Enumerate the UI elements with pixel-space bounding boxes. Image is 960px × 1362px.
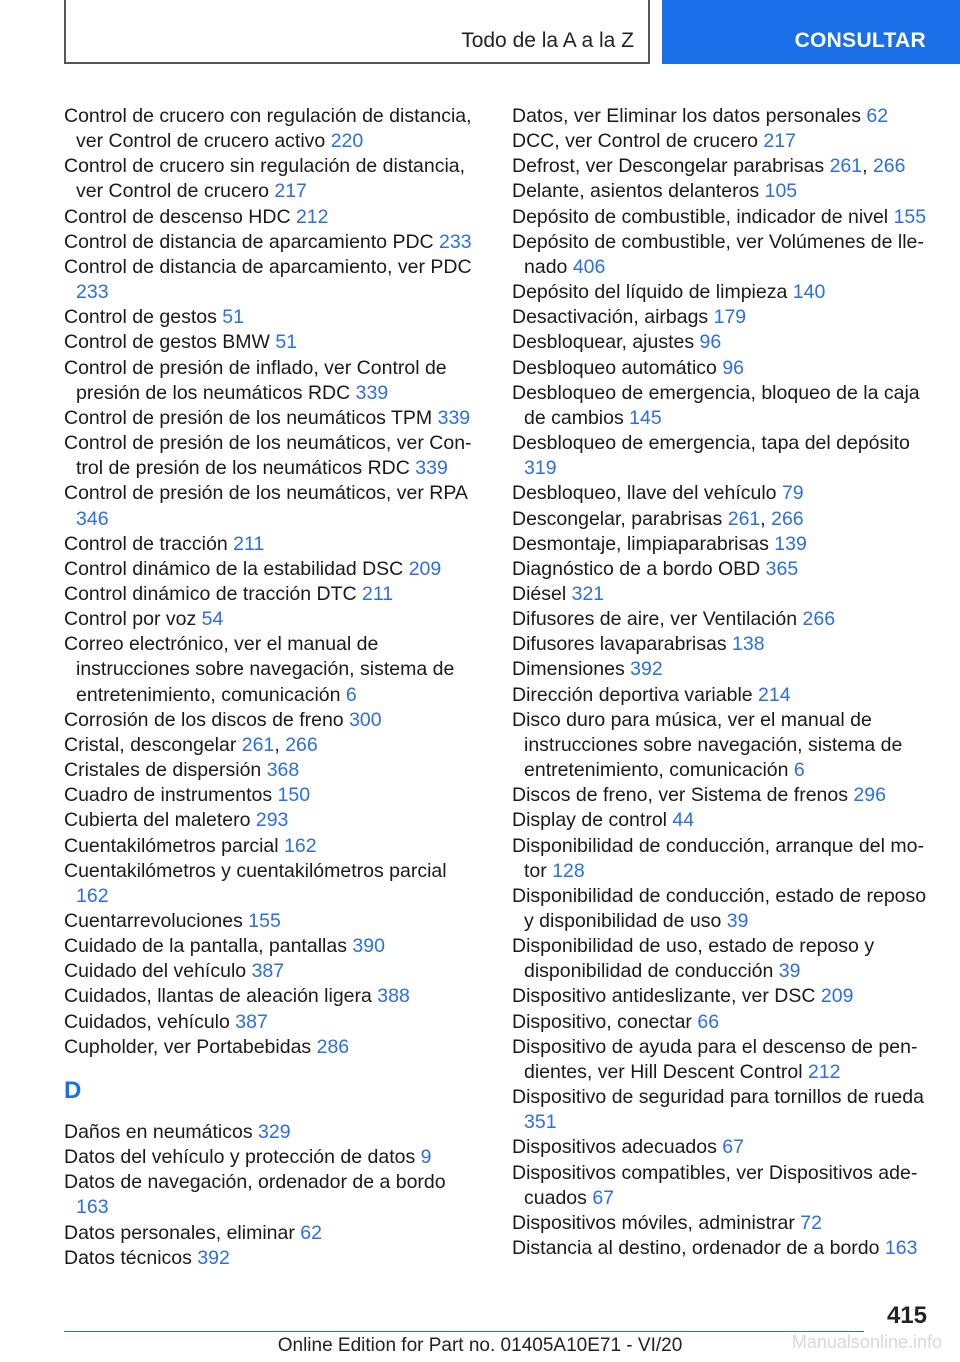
index-entry-text: Cubierta del maletero [64,809,251,832]
index-entry-text: Correo electrónico, ver el manual de instrucciones sobre navegación, sistema de entretenimiento, comunicación [64,633,455,706]
index-entry-text: Depósito de combustible, indicador de nivel [512,205,889,228]
page-reference-link[interactable]: 44 [672,809,695,832]
page-reference-link[interactable]: 212 [807,1060,841,1083]
index-entry-text: Control por voz [64,608,197,631]
page-reference-link[interactable]: 150 [277,784,311,807]
page-reference-link[interactable]: 163 [76,1196,109,1219]
page-reference-link[interactable]: 351 [524,1111,557,1134]
index-entry [512,179,928,204]
index-entry: Defrost, ver Descongelar parabrisas 261, 266 [512,155,906,178]
index-entry-text: Desbloqueo, llave del vehículo [512,482,777,505]
index-entry-text: Desbloquear, ajustes [512,331,695,354]
index-entry-text: Control de presión de inflado, ver Control de presión de los neumáticos RDC [64,356,447,404]
page-reference-link[interactable]: 387 [235,1010,268,1033]
index-entry [512,1035,928,1085]
index-entry [512,783,928,808]
index-entry [512,834,928,884]
index-entry-text: Dimensiones [512,658,625,681]
page-reference-link[interactable]: 319 [524,457,557,480]
index-entry-text: Cuentakilómetros y cuentakilómetros parcial [64,859,447,882]
page-reference-link[interactable]: 39 [778,960,801,983]
page-reference-link[interactable]: 209 [820,985,854,1008]
index-entry-text: Daños en neumáticos [64,1120,253,1143]
page-reference-link[interactable]: 139 [774,532,807,555]
page-reference-link[interactable]: 145 [629,406,662,429]
index-entry-text: Control de gestos BMW [64,331,270,354]
index-entry [64,758,482,783]
page-reference-link[interactable]: 163 [884,1237,918,1260]
page-reference-link[interactable]: 346 [76,507,109,530]
index-entry [512,984,928,1009]
index-entry [512,1161,928,1211]
index-entry-text: Cuidado del vehículo [64,960,247,983]
tab-a-to-z[interactable] [64,0,650,64]
index-entry-text: Datos del vehículo y protección de datos [64,1146,416,1169]
page-reference-link[interactable]: 365 [765,557,799,580]
index-entry [512,657,928,682]
page-reference-link[interactable]: 79 [781,482,804,505]
index-entry-text: Dispositivos móviles, administrar [512,1211,795,1234]
page-reference-link[interactable]: 392 [197,1246,230,1269]
page-reference-link[interactable]: 388 [377,985,410,1008]
index-entry [64,330,482,355]
index-entry [64,1035,482,1060]
index-entry-text: Delante, asientos delanteros [512,180,760,203]
index-entry [512,632,928,657]
index-entry: Descongelar, parabrisas 261, 266 [512,507,804,530]
page-reference-link[interactable]: 296 [853,784,886,807]
page-reference-link[interactable]: 128 [552,859,585,882]
index-entry-text: Dispositivo antideslizante, ver DSC [512,985,816,1008]
index-entry [64,406,482,431]
index-entry [512,607,928,632]
index-entry [512,356,928,381]
tab-a-to-z-label: Todo de la A a la Z [461,29,634,52]
page-reference-link[interactable]: 233 [439,230,472,253]
page-reference-link[interactable]: 321 [571,582,605,605]
index-entry-text: Depósito del líquido de limpieza [512,281,788,304]
index-entry [512,1236,928,1261]
index-entry [64,859,482,909]
index-entry [64,532,482,557]
page-reference-link[interactable]: 67 [722,1136,744,1159]
index-entry [512,431,928,481]
index-entry-text: Control de tracción [64,532,228,555]
page-reference-link[interactable]: 261 [829,155,863,178]
page-reference-link[interactable]: 266 [802,608,836,631]
index-entry [64,104,482,154]
index-entry-text: Cuidado de la pantalla, pantallas [64,935,347,958]
index-entry [512,557,928,582]
index-entry-text: Descongelar, parabrisas [512,507,723,530]
index-entry-text: Cuentarrevoluciones [64,910,243,932]
index-entry-text: Control de presión de los neumáticos, ver Control de presión de los neumáticos RDC [64,432,472,480]
index-entry-text: Display de control [512,809,667,832]
page-header [0,0,960,66]
index-entry-text: Datos, ver Eliminar los datos personales [512,105,861,127]
index-column-right [512,104,928,1261]
index-entry [64,1170,482,1220]
page-reference-link[interactable]: 51 [222,306,244,329]
index-entry-text: Control de presión de los neumáticos, ver RPA [64,482,467,505]
index-entry [512,205,928,230]
index-entry [512,104,928,129]
index-entry [64,1120,482,1145]
index-entry-text: Cristal, descongelar [64,733,237,756]
index-entry-text: Dispositivo de ayuda para el descenso de pendientes, ver Hill Descent Control [512,1035,918,1083]
page-reference-link[interactable]: 162 [284,834,317,857]
page-reference-link[interactable]: 54 [201,608,224,631]
index-entry-text: Diésel [512,582,567,605]
page-reference-link[interactable]: 212 [295,205,329,228]
index-entry [512,708,928,783]
page-reference-link[interactable]: 62 [300,1221,322,1244]
index-entry [512,129,928,154]
index-entry [512,683,928,708]
page-reference-link[interactable]: 266 [771,507,804,530]
index-entry-text: Desactivación, airbags [512,306,709,329]
page-reference-link[interactable]: 6 [345,683,357,706]
tab-consultar-label: CONSULTAR [794,29,926,52]
index-entry [64,934,482,959]
index-entry [64,1145,482,1170]
index-entry [512,1085,928,1135]
page-reference-link[interactable]: 66 [697,1010,720,1033]
index-entry [64,1221,482,1246]
index-entry [512,934,928,984]
index-entry-text: Control dinámico de la estabilidad DSC [64,557,404,580]
page-reference-link[interactable]: 72 [800,1211,822,1234]
index-entry-text: Distancia al destino, ordenador de a bordo [512,1237,880,1260]
page-reference-link[interactable]: 96 [722,356,745,379]
page-reference-link[interactable]: 9 [420,1146,432,1169]
index-entry [64,984,482,1009]
index-entry [64,1010,482,1035]
index-entry [64,909,482,934]
index-entry-text: Dispositivos compatibles, ver Dispositivos adecuados [512,1161,918,1209]
page-reference-link[interactable]: 329 [258,1120,291,1143]
page-reference-link[interactable]: 339 [415,457,448,480]
page-reference-link[interactable]: 155 [893,205,927,228]
index-entry-text: Control de presión de los neumáticos TPM [64,406,433,429]
index-entry-text: Datos personales, eliminar [64,1221,295,1244]
page-reference-link[interactable]: 368 [266,759,300,782]
index-entry-text: Discos de freno, ver Sistema de frenos [512,784,848,807]
index-entry-text: Cuentakilómetros parcial [64,834,279,857]
page-reference-link[interactable]: 209 [408,557,442,580]
index-entry-text: Difusores de aire, ver Ventilación [512,608,798,631]
index-entry [64,632,482,707]
index-entry-text: Datos de navegación, ordenador de a bordo [64,1171,446,1194]
index-entry [64,582,482,607]
index-entry [512,582,928,607]
index-entry [512,1135,928,1160]
index-entry [64,431,482,481]
page-reference-link[interactable]: 339 [355,381,389,404]
index-entry [64,834,482,859]
page-reference-link[interactable]: 406 [572,255,606,278]
page-reference-link[interactable]: 62 [866,105,889,127]
index-entry [512,884,928,934]
index-entry-text: Dispositivos adecuados [512,1136,717,1159]
index-entry-text: Desbloqueo automático [512,356,717,379]
page-reference-link[interactable]: 214 [758,683,791,706]
page-reference-link[interactable]: 217 [274,180,307,203]
index-entry-text: Control de descenso HDC [64,205,291,228]
page-reference-link[interactable]: 140 [792,281,826,304]
page-reference-link[interactable]: 162 [76,884,109,907]
index-column-left [64,104,482,1271]
index-list-d [64,1120,482,1271]
index-entry [64,808,482,833]
page-reference-link[interactable]: 211 [233,532,265,555]
index-entry-text: Cupholder, ver Portabebidas [64,1035,312,1058]
index-entry [64,607,482,632]
index-entry [64,557,482,582]
index-entry [512,305,928,330]
index-entry [512,808,928,833]
index-entry-text: Control de crucero sin regulación de distancia, ver Control de crucero [64,155,466,203]
index-entry [64,481,482,531]
page-reference-link[interactable]: 138 [732,633,765,656]
index-entry [512,230,928,280]
index-entry-text: Dirección deportiva variable [512,683,753,706]
index-entry-text: Desbloqueo de emergencia, bloqueo de la caja de cambios [512,381,920,429]
index-entry-text: Desbloqueo de emergencia, tapa del depósito [512,432,910,455]
index-entry-text: Disco duro para música, ver el manual de instrucciones sobre navegación, sistema de entretenimiento, comunicación [512,708,903,782]
index-entry [64,783,482,808]
page-reference-link[interactable]: 105 [764,180,798,203]
index-entry [512,280,928,305]
page-reference-link[interactable]: 261 [241,733,275,756]
index-entry-text: Diagnóstico de a bordo OBD [512,557,761,580]
index-entry [64,230,482,255]
index-entry-text: Cristales de dispersión [64,759,262,782]
index-entry-text: Dispositivo de seguridad para tornillos de rueda [512,1086,924,1109]
page-reference-link[interactable]: 217 [763,130,796,153]
page-reference-link[interactable]: 220 [330,130,364,153]
index-entry-text: Cuidados, vehículo [64,1010,230,1033]
page-reference-link[interactable]: 179 [713,306,747,329]
page-reference-link[interactable]: 67 [592,1186,615,1209]
index-entry-text: Disponibilidad de conducción, estado de reposo y disponibilidad de uso [512,884,927,932]
index-entry-text: Disponibilidad de uso, estado de reposo y disponibilidad de conducción [512,935,875,983]
page-reference-link[interactable]: 293 [255,809,289,832]
index-entry-text: Defrost, ver Descongelar parabrisas [512,155,825,178]
index-entry [512,532,928,557]
index-entry [64,708,482,733]
page-reference-link[interactable]: 51 [275,331,298,354]
page-reference-link[interactable]: 300 [349,708,382,731]
index-entry-text: Control de gestos [64,306,217,329]
index-list-c [64,104,482,1060]
page-reference-link[interactable]: 211 [362,582,394,605]
index-entry-text: Desmontaje, limpiaparabrisas [512,532,769,555]
page-reference-link[interactable]: 96 [699,331,722,354]
watermark-text: Manualsonline.info [791,1332,942,1352]
index-entry-text: Cuadro de instrumentos [64,784,273,807]
page-reference-link[interactable]: 233 [76,281,109,304]
index-entry [64,154,482,204]
index-entry-text: Difusores lavaparabrisas [512,633,727,656]
index-entry [512,1010,928,1035]
footer-edition-text: Online Edition for Part no. 01405A10E71 - VI/20 [277,1335,683,1356]
index-list-d-continued [512,104,928,1261]
index-entry [512,481,928,506]
index-entry [64,356,482,406]
index-entry [512,381,928,431]
page-reference-link[interactable]: 266 [872,155,906,178]
page-reference-link[interactable]: 286 [316,1035,350,1058]
page-reference-link[interactable]: 155 [248,910,281,932]
page-reference-link[interactable]: 339 [437,406,471,429]
page-reference-link[interactable]: 39 [726,910,749,932]
page-reference-link[interactable]: 261 [727,507,761,530]
index-entry [512,330,928,355]
index-entry-text: Control dinámico de tracción DTC [64,582,357,605]
tab-consultar[interactable] [662,0,960,64]
footer-divider [64,1331,864,1332]
index-entry [64,205,482,230]
page-reference-link[interactable]: 387 [251,960,285,983]
page-reference-link[interactable]: 6 [793,759,805,782]
index-entry-text: Depósito de combustible, ver Volúmenes de llenado [512,230,924,278]
page-reference-link[interactable]: 390 [352,935,385,958]
index-entry-text: Corrosión de los discos de freno [64,708,344,731]
index-entry: Cristal, descongelar 261, 266 [64,733,318,756]
section-letter-d: D [64,1076,82,1104]
index-entry-text: DCC, ver Control de crucero [512,130,758,153]
index-entry-text: Control de distancia de aparcamiento, ver PDC [64,255,472,278]
index-entry [64,305,482,330]
index-entry-text: Dispositivo, conectar [512,1010,692,1033]
index-entry-text: Datos técnicos [64,1246,192,1269]
page-number: 415 [886,1302,927,1329]
index-entry-text: Control de crucero con regulación de distancia, ver Control de crucero activo [64,105,472,153]
page-reference-link[interactable]: 392 [630,658,663,681]
index-entry-text: Control de distancia de aparcamiento PDC [64,230,434,253]
index-entry [64,959,482,984]
page-reference-link[interactable]: 266 [285,733,318,756]
index-entry-text: Cuidados, llantas de aleación ligera [64,985,372,1008]
index-entry [64,255,482,305]
index-entry [64,1246,482,1271]
index-entry [512,1211,928,1236]
index-entry-text: Disponibilidad de conducción, arranque del motor [512,834,924,882]
